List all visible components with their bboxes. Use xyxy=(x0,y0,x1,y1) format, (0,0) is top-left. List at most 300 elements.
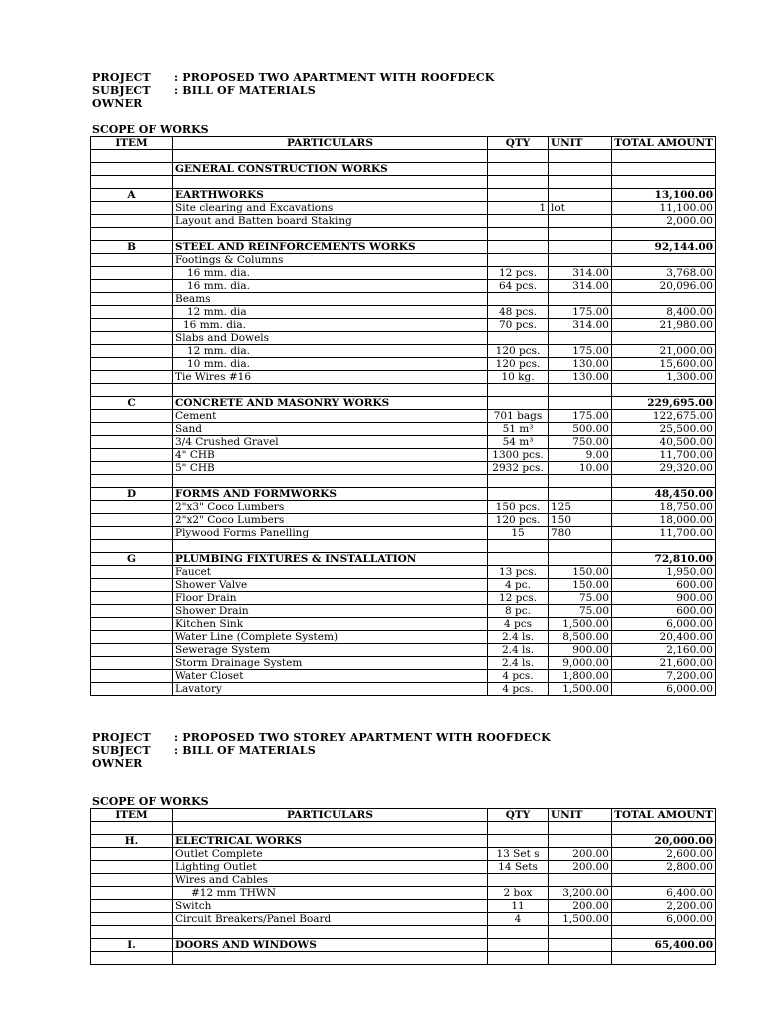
amount-cell: 29,320.00 xyxy=(612,462,716,475)
item-cell xyxy=(91,644,173,657)
particulars-cell xyxy=(173,952,488,965)
unit-cell: 200.00 xyxy=(549,861,612,874)
qty-cell: 2.4 ls. xyxy=(488,644,549,657)
particulars-cell: 3/4 Crushed Gravel xyxy=(173,436,488,449)
amount-cell: 65,400.00 xyxy=(612,939,716,952)
unit-cell xyxy=(549,553,612,566)
item-cell xyxy=(91,332,173,345)
subject-value: : BILL OF MATERIALS xyxy=(174,744,316,757)
qty-cell xyxy=(488,241,549,254)
table-row xyxy=(91,280,716,293)
item-cell xyxy=(91,670,173,683)
particulars-cell: STEEL AND REINFORCEMENTS WORKS xyxy=(173,241,488,254)
item-cell xyxy=(91,861,173,874)
qty-cell xyxy=(488,822,549,835)
col-particulars: PARTICULARS xyxy=(173,809,488,822)
table-row xyxy=(91,423,716,436)
particulars-cell: 16 mm. dia. xyxy=(173,267,488,280)
amount-cell: 6,400.00 xyxy=(612,887,716,900)
particulars-cell: GENERAL CONSTRUCTION WORKS xyxy=(173,163,488,176)
item-cell xyxy=(91,176,173,189)
unit-cell: 314.00 xyxy=(549,280,612,293)
table-row xyxy=(91,488,716,501)
table-row xyxy=(91,887,716,900)
particulars-cell: Lighting Outlet xyxy=(173,861,488,874)
particulars-cell: Slabs and Dowels xyxy=(173,332,488,345)
table-row xyxy=(91,384,716,397)
particulars-cell: Faucet xyxy=(173,566,488,579)
qty-cell: 51 m³ xyxy=(488,423,549,436)
item-cell: B xyxy=(91,241,173,254)
particulars-cell: Water Closet xyxy=(173,670,488,683)
amount-cell: 18,000.00 xyxy=(612,514,716,527)
table-row xyxy=(91,150,716,163)
unit-cell: 75.00 xyxy=(549,605,612,618)
unit-cell xyxy=(549,939,612,952)
qty-cell xyxy=(488,939,549,952)
item-cell xyxy=(91,514,173,527)
unit-cell: 1,500.00 xyxy=(549,618,612,631)
item-cell xyxy=(91,848,173,861)
item-cell xyxy=(91,475,173,488)
unit-cell xyxy=(549,488,612,501)
amount-cell xyxy=(612,540,716,553)
table-row xyxy=(91,579,716,592)
item-cell xyxy=(91,319,173,332)
item-cell xyxy=(91,423,173,436)
particulars-cell: Beams xyxy=(173,293,488,306)
qty-cell xyxy=(488,475,549,488)
item-cell xyxy=(91,657,173,670)
item-cell: A xyxy=(91,189,173,202)
particulars-cell: Switch xyxy=(173,900,488,913)
amount-cell xyxy=(612,254,716,267)
item-cell xyxy=(91,822,173,835)
table-row xyxy=(91,592,716,605)
qty-cell xyxy=(488,293,549,306)
amount-cell: 229,695.00 xyxy=(612,397,716,410)
item-cell xyxy=(91,926,173,939)
unit-cell: 125 xyxy=(549,501,612,514)
unit-cell xyxy=(549,293,612,306)
item-cell xyxy=(91,579,173,592)
amount-cell: 11,100.00 xyxy=(612,202,716,215)
col-item: ITEM xyxy=(91,809,173,822)
qty-cell xyxy=(488,163,549,176)
table-row xyxy=(91,241,716,254)
table-header-row xyxy=(91,137,716,150)
item-cell xyxy=(91,306,173,319)
item-cell: G xyxy=(91,553,173,566)
table-row xyxy=(91,475,716,488)
item-cell xyxy=(91,683,173,696)
amount-cell xyxy=(612,163,716,176)
table-row xyxy=(91,332,716,345)
item-cell xyxy=(91,887,173,900)
table-row xyxy=(91,514,716,527)
particulars-cell: 2"x3" Coco Lumbers xyxy=(173,501,488,514)
table-row xyxy=(91,215,716,228)
item-cell xyxy=(91,293,173,306)
qty-cell: 14 Sets xyxy=(488,861,549,874)
unit-cell: 500.00 xyxy=(549,423,612,436)
project-value: : PROPOSED TWO APARTMENT WITH ROOFDECK xyxy=(174,71,495,84)
amount-cell xyxy=(612,293,716,306)
table-row xyxy=(91,874,716,887)
project-header-1 xyxy=(92,71,495,110)
particulars-cell: Shower Drain xyxy=(173,605,488,618)
particulars-cell: CONCRETE AND MASONRY WORKS xyxy=(173,397,488,410)
particulars-cell: 12 mm. dia xyxy=(173,306,488,319)
qty-cell: 8 pc. xyxy=(488,605,549,618)
table-row xyxy=(91,553,716,566)
table-row xyxy=(91,822,716,835)
amount-cell: 20,000.00 xyxy=(612,835,716,848)
item-cell xyxy=(91,462,173,475)
table-row xyxy=(91,605,716,618)
qty-cell: 150 pcs. xyxy=(488,501,549,514)
amount-cell: 20,096.00 xyxy=(612,280,716,293)
qty-cell: 11 xyxy=(488,900,549,913)
table-row xyxy=(91,835,716,848)
qty-cell: 48 pcs. xyxy=(488,306,549,319)
project-value: : PROPOSED TWO STOREY APARTMENT WITH ROOFDECK xyxy=(174,731,551,744)
amount-cell: 2,200.00 xyxy=(612,900,716,913)
qty-cell xyxy=(488,835,549,848)
item-cell xyxy=(91,566,173,579)
qty-cell xyxy=(488,150,549,163)
particulars-cell: 5" CHB xyxy=(173,462,488,475)
particulars-cell: 16 mm. dia. xyxy=(173,280,488,293)
unit-cell xyxy=(549,176,612,189)
particulars-cell: Sand xyxy=(173,423,488,436)
item-cell xyxy=(91,215,173,228)
unit-cell xyxy=(549,874,612,887)
qty-cell xyxy=(488,926,549,939)
table-row xyxy=(91,436,716,449)
particulars-cell xyxy=(173,475,488,488)
item-cell xyxy=(91,202,173,215)
amount-cell xyxy=(612,874,716,887)
table-row xyxy=(91,293,716,306)
amount-cell: 21,600.00 xyxy=(612,657,716,670)
unit-cell: 75.00 xyxy=(549,592,612,605)
particulars-cell: Storm Drainage System xyxy=(173,657,488,670)
item-cell: C xyxy=(91,397,173,410)
unit-cell xyxy=(549,926,612,939)
owner-label: OWNER xyxy=(92,97,143,110)
particulars-cell xyxy=(173,176,488,189)
amount-cell: 600.00 xyxy=(612,579,716,592)
scope-of-works-title: SCOPE OF WORKS xyxy=(92,123,209,136)
col-qty: QTY xyxy=(488,809,549,822)
particulars-cell: Shower Valve xyxy=(173,579,488,592)
qty-cell xyxy=(488,189,549,202)
amount-cell: 25,500.00 xyxy=(612,423,716,436)
unit-cell: 314.00 xyxy=(549,319,612,332)
amount-cell: 6,000.00 xyxy=(612,913,716,926)
qty-cell xyxy=(488,254,549,267)
table-row xyxy=(91,501,716,514)
qty-cell: 120 pcs. xyxy=(488,345,549,358)
qty-cell xyxy=(488,332,549,345)
bill-of-materials-table-2 xyxy=(90,808,716,965)
table-row xyxy=(91,267,716,280)
particulars-cell: Outlet Complete xyxy=(173,848,488,861)
qty-cell xyxy=(488,874,549,887)
amount-cell: 2,800.00 xyxy=(612,861,716,874)
amount-cell xyxy=(612,384,716,397)
amount-cell: 8,400.00 xyxy=(612,306,716,319)
table-row xyxy=(91,202,716,215)
amount-cell: 20,400.00 xyxy=(612,631,716,644)
qty-cell: 120 pcs. xyxy=(488,514,549,527)
item-cell xyxy=(91,540,173,553)
amount-cell xyxy=(612,150,716,163)
qty-cell: 4 xyxy=(488,913,549,926)
item-cell xyxy=(91,345,173,358)
qty-cell: 10 kg. xyxy=(488,371,549,384)
amount-cell: 7,200.00 xyxy=(612,670,716,683)
particulars-cell: DOORS AND WINDOWS xyxy=(173,939,488,952)
qty-cell xyxy=(488,228,549,241)
unit-cell: 175.00 xyxy=(549,410,612,423)
qty-cell: 15 xyxy=(488,527,549,540)
particulars-cell: PLUMBING FIXTURES & INSTALLATION xyxy=(173,553,488,566)
unit-cell: 750.00 xyxy=(549,436,612,449)
table-row xyxy=(91,939,716,952)
unit-cell xyxy=(549,254,612,267)
col-total: TOTAL AMOUNT xyxy=(612,809,716,822)
table-row xyxy=(91,358,716,371)
particulars-cell xyxy=(173,384,488,397)
particulars-cell: #12 mm THWN xyxy=(173,887,488,900)
item-cell xyxy=(91,913,173,926)
table-row xyxy=(91,397,716,410)
qty-cell xyxy=(488,540,549,553)
table-row xyxy=(91,345,716,358)
table-row xyxy=(91,861,716,874)
table-row xyxy=(91,410,716,423)
amount-cell xyxy=(612,822,716,835)
item-cell: D xyxy=(91,488,173,501)
amount-cell: 2,000.00 xyxy=(612,215,716,228)
unit-cell: 780 xyxy=(549,527,612,540)
subject-label: SUBJECT xyxy=(92,744,151,757)
table-row xyxy=(91,683,716,696)
table-header-row xyxy=(91,809,716,822)
owner-label: OWNER xyxy=(92,757,143,770)
particulars-cell: Layout and Batten board Staking xyxy=(173,215,488,228)
qty-cell xyxy=(488,488,549,501)
amount-cell: 21,000.00 xyxy=(612,345,716,358)
qty-cell: 13 Set s xyxy=(488,848,549,861)
unit-cell: 10.00 xyxy=(549,462,612,475)
unit-cell: 3,200.00 xyxy=(549,887,612,900)
amount-cell: 92,144.00 xyxy=(612,241,716,254)
unit-cell: 175.00 xyxy=(549,306,612,319)
table-row xyxy=(91,462,716,475)
unit-cell xyxy=(549,189,612,202)
item-cell xyxy=(91,280,173,293)
amount-cell xyxy=(612,228,716,241)
item-cell xyxy=(91,358,173,371)
table-row xyxy=(91,657,716,670)
particulars-cell: Site clearing and Excavations xyxy=(173,202,488,215)
item-cell xyxy=(91,449,173,462)
item-cell xyxy=(91,952,173,965)
qty-cell xyxy=(488,176,549,189)
item-cell xyxy=(91,874,173,887)
table-row xyxy=(91,176,716,189)
qty-cell xyxy=(488,215,549,228)
particulars-cell: 2"x2" Coco Lumbers xyxy=(173,514,488,527)
unit-cell: 8,500.00 xyxy=(549,631,612,644)
item-cell xyxy=(91,618,173,631)
amount-cell xyxy=(612,952,716,965)
project-header-2 xyxy=(92,731,551,770)
particulars-cell: 12 mm. dia. xyxy=(173,345,488,358)
table-row xyxy=(91,540,716,553)
unit-cell: 130.00 xyxy=(549,371,612,384)
particulars-cell: Footings & Columns xyxy=(173,254,488,267)
unit-cell xyxy=(549,163,612,176)
unit-cell: 150.00 xyxy=(549,579,612,592)
table-row xyxy=(91,926,716,939)
particulars-cell: Kitchen Sink xyxy=(173,618,488,631)
unit-cell: 200.00 xyxy=(549,848,612,861)
particulars-cell: Floor Drain xyxy=(173,592,488,605)
particulars-cell: Wires and Cables xyxy=(173,874,488,887)
unit-cell xyxy=(549,822,612,835)
particulars-cell: Lavatory xyxy=(173,683,488,696)
qty-cell: 4 pc. xyxy=(488,579,549,592)
particulars-cell: 4" CHB xyxy=(173,449,488,462)
qty-cell: 4 pcs. xyxy=(488,683,549,696)
qty-cell: 13 pcs. xyxy=(488,566,549,579)
qty-cell xyxy=(488,397,549,410)
unit-cell: 200.00 xyxy=(549,900,612,913)
amount-cell xyxy=(612,475,716,488)
unit-cell: 9,000.00 xyxy=(549,657,612,670)
table-row xyxy=(91,900,716,913)
table-row xyxy=(91,670,716,683)
amount-cell: 3,768.00 xyxy=(612,267,716,280)
scope-of-works-title: SCOPE OF WORKS xyxy=(92,795,209,808)
table-row xyxy=(91,952,716,965)
amount-cell: 11,700.00 xyxy=(612,527,716,540)
qty-cell: 1 xyxy=(488,202,549,215)
unit-cell xyxy=(549,228,612,241)
amount-cell: 2,160.00 xyxy=(612,644,716,657)
unit-cell: 1,800.00 xyxy=(549,670,612,683)
particulars-cell xyxy=(173,926,488,939)
qty-cell: 2 box xyxy=(488,887,549,900)
unit-cell xyxy=(549,835,612,848)
unit-cell xyxy=(549,540,612,553)
col-total: TOTAL AMOUNT xyxy=(612,137,716,150)
amount-cell: 15,600.00 xyxy=(612,358,716,371)
unit-cell: 130.00 xyxy=(549,358,612,371)
particulars-cell: Tie Wires #16 xyxy=(173,371,488,384)
unit-cell: 150.00 xyxy=(549,566,612,579)
particulars-cell: Water Line (Complete System) xyxy=(173,631,488,644)
amount-cell: 6,000.00 xyxy=(612,618,716,631)
table-row xyxy=(91,163,716,176)
amount-cell xyxy=(612,176,716,189)
qty-cell: 54 m³ xyxy=(488,436,549,449)
qty-cell: 70 pcs. xyxy=(488,319,549,332)
item-cell xyxy=(91,150,173,163)
particulars-cell xyxy=(173,228,488,241)
particulars-cell: ELECTRICAL WORKS xyxy=(173,835,488,848)
qty-cell: 12 pcs. xyxy=(488,592,549,605)
amount-cell: 6,000.00 xyxy=(612,683,716,696)
qty-cell: 64 pcs. xyxy=(488,280,549,293)
item-cell xyxy=(91,228,173,241)
unit-cell: 1,500.00 xyxy=(549,683,612,696)
project-label: PROJECT xyxy=(92,71,151,84)
particulars-cell: Plywood Forms Panelling xyxy=(173,527,488,540)
bill-of-materials-table-1 xyxy=(90,136,716,696)
unit-cell xyxy=(549,150,612,163)
particulars-cell xyxy=(173,150,488,163)
qty-cell xyxy=(488,952,549,965)
amount-cell: 600.00 xyxy=(612,605,716,618)
table-row xyxy=(91,228,716,241)
col-particulars: PARTICULARS xyxy=(173,137,488,150)
qty-cell xyxy=(488,553,549,566)
item-cell xyxy=(91,436,173,449)
amount-cell: 18,750.00 xyxy=(612,501,716,514)
item-cell xyxy=(91,605,173,618)
unit-cell: 150 xyxy=(549,514,612,527)
table-row xyxy=(91,618,716,631)
table-row xyxy=(91,631,716,644)
amount-cell: 900.00 xyxy=(612,592,716,605)
particulars-cell: 10 mm. dia. xyxy=(173,358,488,371)
amount-cell: 21,980.00 xyxy=(612,319,716,332)
particulars-cell: Circuit Breakers/Panel Board xyxy=(173,913,488,926)
item-cell xyxy=(91,631,173,644)
table-row xyxy=(91,848,716,861)
item-cell xyxy=(91,384,173,397)
unit-cell xyxy=(549,475,612,488)
unit-cell: lot xyxy=(549,202,612,215)
qty-cell: 4 pcs xyxy=(488,618,549,631)
amount-cell: 122,675.00 xyxy=(612,410,716,423)
amount-cell: 1,300.00 xyxy=(612,371,716,384)
col-qty: QTY xyxy=(488,137,549,150)
qty-cell: 4 pcs. xyxy=(488,670,549,683)
unit-cell: 900.00 xyxy=(549,644,612,657)
table-row xyxy=(91,254,716,267)
table-row xyxy=(91,319,716,332)
unit-cell xyxy=(549,215,612,228)
particulars-cell: Cement xyxy=(173,410,488,423)
table-row xyxy=(91,189,716,202)
particulars-cell: EARTHWORKS xyxy=(173,189,488,202)
item-cell xyxy=(91,501,173,514)
amount-cell: 11,700.00 xyxy=(612,449,716,462)
amount-cell: 2,600.00 xyxy=(612,848,716,861)
table-row xyxy=(91,371,716,384)
item-cell xyxy=(91,163,173,176)
unit-cell: 9.00 xyxy=(549,449,612,462)
item-cell xyxy=(91,267,173,280)
item-cell xyxy=(91,527,173,540)
project-label: PROJECT xyxy=(92,731,151,744)
